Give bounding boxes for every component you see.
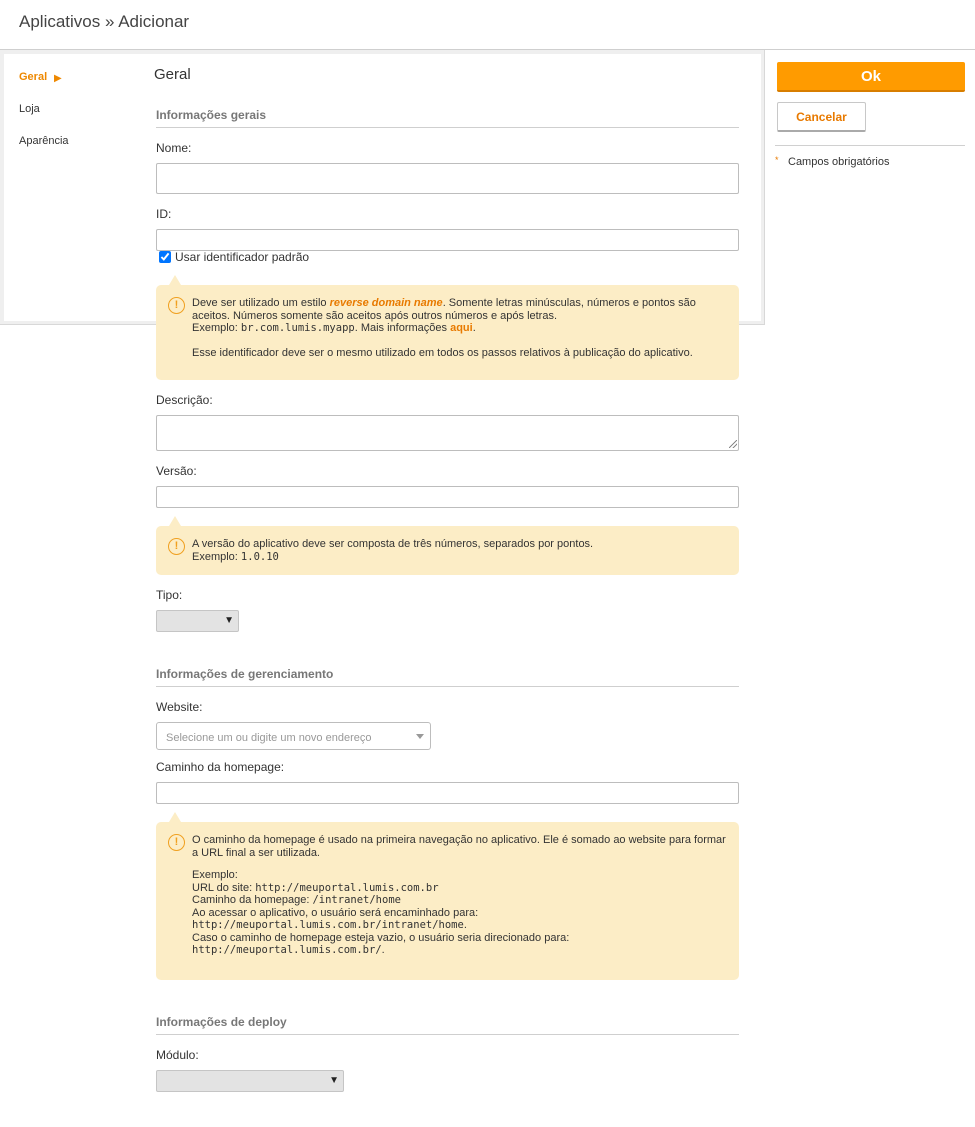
reverse-domain-emphasis: reverse domain name xyxy=(329,297,443,309)
name-input[interactable] xyxy=(156,163,739,194)
homepage-label: Caminho da homepage: xyxy=(156,760,285,774)
homepage-input[interactable] xyxy=(156,782,739,804)
name-label: Nome: xyxy=(156,141,192,155)
group-title-deploy: Informações de deploy xyxy=(156,1015,739,1035)
module-select[interactable] xyxy=(156,1070,344,1092)
id-tip-note: Esse identificador deve ser o mesmo utilizado em todos os passos relativos à publicação do aplicativo. xyxy=(192,346,693,359)
group-title-general: Informações gerais xyxy=(156,108,739,128)
homepage-tip-text: O caminho da homepage é usado na primeira navegação no aplicativo. Ele é somado ao website para formar a URL final a ser utilizada. Exemplo: URL do site: http://meuportal.lumis.com.br Caminho da homepage: /intranet/home Ao acessar o aplicativo, o usuário será encaminhado para: http://meuportal.lumis.com.br/intranet/home. Caso o caminho de homepage esteja vazio, o usuário seria direcionado para: http://meuportal.lumis.com.br/. xyxy=(192,834,726,956)
page-title: Aplicativos » Adicionar xyxy=(19,12,190,31)
group-title-management: Informações de gerenciamento xyxy=(156,667,739,687)
page-header xyxy=(0,0,975,50)
chevron-down-icon: ▼ xyxy=(224,615,234,626)
id-label: ID: xyxy=(156,207,172,221)
required-fields-note: Campos obrigatórios xyxy=(788,156,890,168)
module-label: Módulo: xyxy=(156,1048,199,1062)
website-label: Website: xyxy=(156,700,203,714)
nav-item-loja[interactable]: Loja xyxy=(19,103,40,115)
chevron-down-icon: ▼ xyxy=(329,1075,339,1086)
more-info-link[interactable]: aqui xyxy=(450,322,473,334)
website-combobox[interactable] xyxy=(156,722,431,750)
chevron-down-icon[interactable] xyxy=(416,734,424,739)
version-label: Versão: xyxy=(156,464,197,478)
type-label: Tipo: xyxy=(156,588,183,602)
cancel-button[interactable]: Cancelar xyxy=(777,102,866,132)
info-icon: ! xyxy=(168,297,185,314)
nav-item-geral[interactable]: Geral xyxy=(19,71,48,83)
section-title: Geral xyxy=(154,66,191,83)
id-tip xyxy=(156,285,739,380)
resize-grip-icon[interactable] xyxy=(729,440,737,448)
description-textarea[interactable] xyxy=(156,415,739,451)
description-label: Descrição: xyxy=(156,393,213,407)
version-input[interactable] xyxy=(156,486,739,508)
website-placeholder: Selecione um ou digite um novo endereço xyxy=(166,732,372,744)
info-icon: ! xyxy=(168,834,185,851)
version-tip-text: A versão do aplicativo deve ser composta de três números, separados por pontos. Exemplo: 1.0.10 xyxy=(192,538,594,563)
type-select[interactable] xyxy=(156,610,239,632)
version-tip xyxy=(156,526,739,575)
ok-button[interactable]: Ok xyxy=(777,62,965,92)
required-mark-icon: * xyxy=(775,155,779,165)
homepage-tip xyxy=(156,822,739,980)
use-default-id-row[interactable] xyxy=(159,250,309,264)
arrow-right-icon: ▶ xyxy=(54,73,62,84)
use-default-id-checkbox[interactable] xyxy=(159,251,171,263)
nav-item-aparencia[interactable]: Aparência xyxy=(19,135,69,147)
info-icon: ! xyxy=(168,538,185,555)
use-default-id-label: Usar identificador padrão xyxy=(175,250,310,264)
id-input[interactable] xyxy=(156,229,739,251)
sidebar-divider xyxy=(775,145,965,146)
id-tip-text: Deve ser utilizado um estilo reverse domain name. Somente letras minúsculas, números e pontos são aceitos. Números somente são aceitos após outros números e após letras. Exemplo: br.com.lumis.myapp. Mais informações aqui. Esse identificador deve ser o mesmo utilizado em todos os passos relativos à publicação do aplicativo. xyxy=(192,297,729,359)
